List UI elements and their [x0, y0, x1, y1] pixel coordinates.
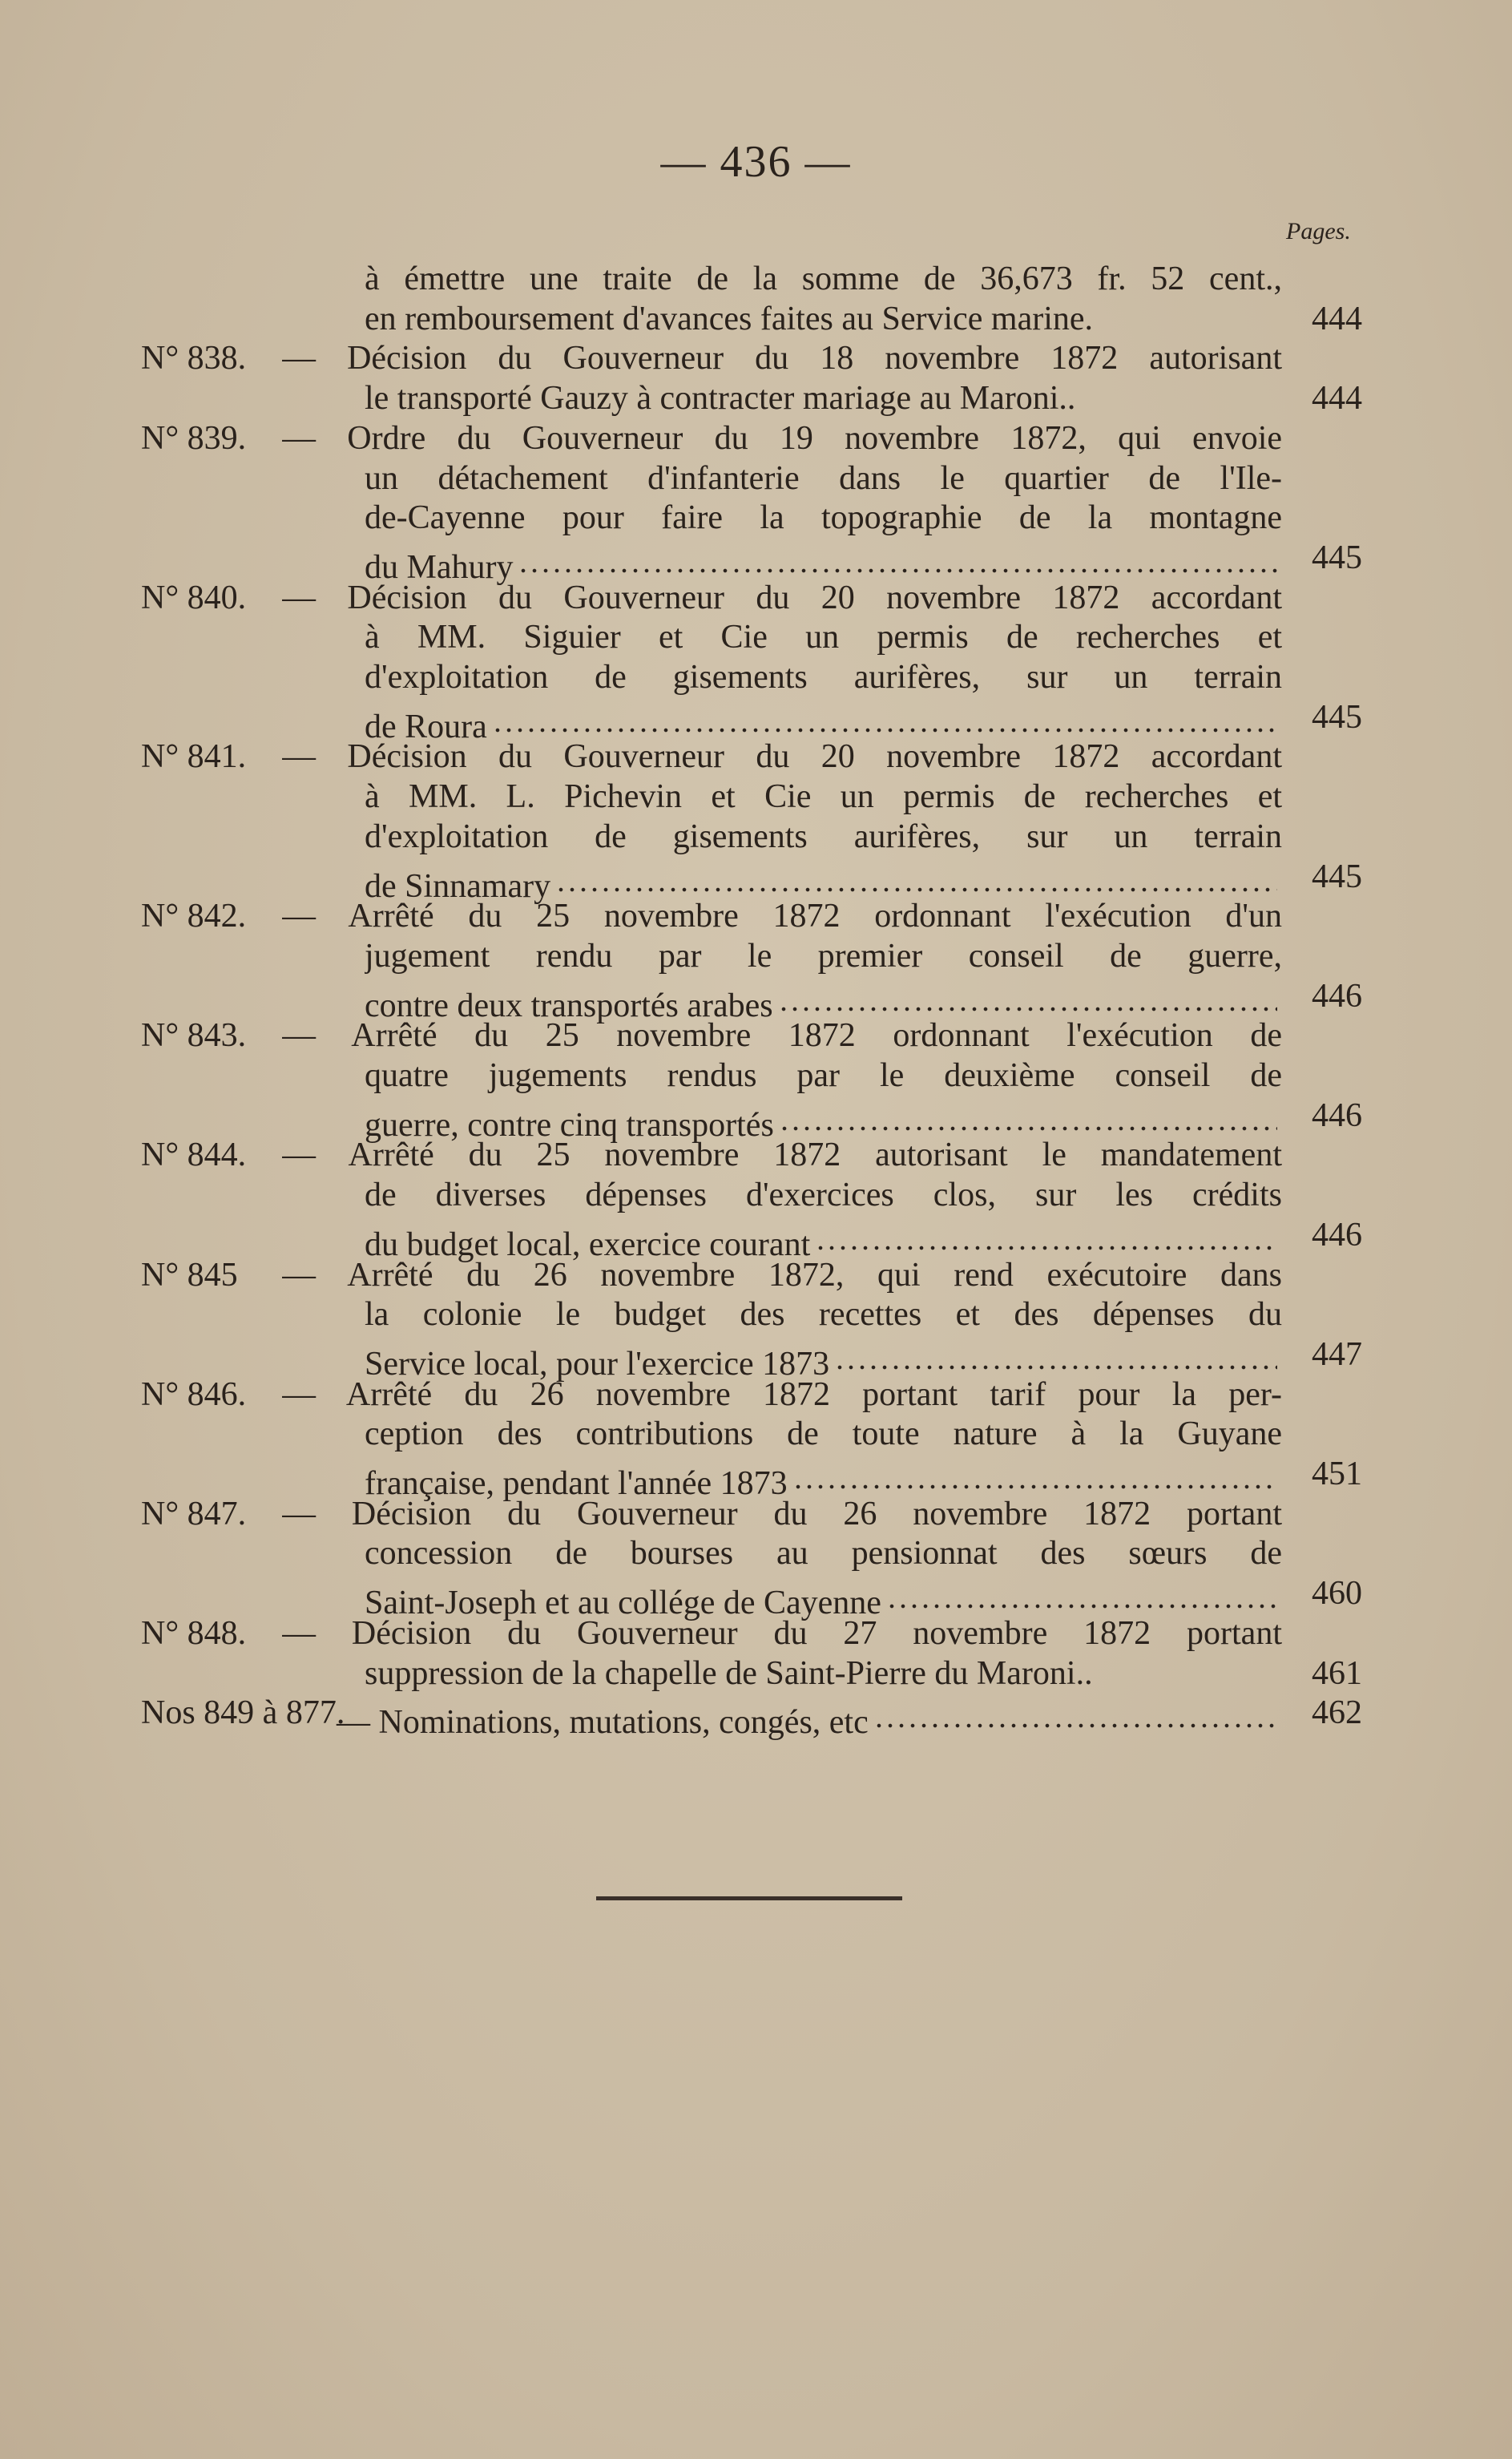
page-reference: 445 — [1312, 539, 1362, 576]
entry-text: — Arrêté du 25 novembre 1872 autorisant le mandatement — [282, 1137, 1282, 1174]
entry-text: quatre jugements rendus par le deuxième conseil de — [365, 1057, 1282, 1094]
page-reference: 444 — [1312, 380, 1362, 418]
dot-leaders — [555, 857, 1277, 897]
page-number: — 436 — — [660, 137, 852, 187]
page-reference: 447 — [1312, 1335, 1362, 1373]
entry-text: Service local, pour l'exercice 1873 — [365, 1345, 830, 1383]
page-reference: 451 — [1312, 1456, 1362, 1492]
dot-leaders — [778, 976, 1277, 1016]
entry-text: concession de bourses au pensionnat des sœurs de — [365, 1535, 1282, 1573]
entry-text: — Arrêté du 26 novembre 1872 portant tarif pour la per- — [282, 1375, 1282, 1413]
entry-number: Nos 849 à 877. — [141, 1694, 345, 1732]
entry-text: de Roura — [365, 708, 487, 745]
page-reference: 462 — [1312, 1694, 1362, 1732]
entry-text: — Ordre du Gouverneur du 19 novembre 1872, qui envoie — [282, 419, 1282, 457]
entry-text: un détachement d'infanterie dans le quartier de l'Ile- — [365, 459, 1282, 497]
dot-leaders — [792, 1454, 1277, 1494]
dot-leaders — [815, 1215, 1277, 1255]
page-reference: 445 — [1312, 698, 1362, 736]
dot-leaders — [492, 697, 1277, 737]
dot-leaders — [834, 1334, 1277, 1375]
entry-text: française, pendant l'année 1873 — [365, 1465, 788, 1502]
entry-text: — Nominations, mutations, congés, etc — [337, 1704, 869, 1742]
entry-text: à MM. Siguier et Cie un permis de recherches et — [365, 619, 1282, 656]
entry-text: ception des contributions de toute nature à la Guyane — [365, 1415, 1282, 1453]
entry-text: d'exploitation de gisements aurifères, sur un terrain — [365, 818, 1282, 855]
entry-text: — Arrêté du 25 novembre 1872 ordonnant l'exécution d'un — [282, 898, 1282, 935]
entry-text: jugement rendu par le premier conseil de guerre, — [365, 937, 1282, 975]
entry-text: d'exploitation de gisements aurifères, sur un terrain — [365, 659, 1282, 696]
entry-text: de-Cayenne pour faire la topographie de la montagne — [365, 499, 1282, 537]
dot-leaders — [779, 1096, 1277, 1136]
entry-text: — Décision du Gouverneur du 26 novembre 1872 portant — [282, 1495, 1282, 1532]
entry-number: N° 844. — [141, 1137, 247, 1174]
page-reference: 446 — [1312, 1216, 1362, 1254]
end-rule-divider — [596, 1896, 902, 1900]
entry-number: N° 839. — [141, 419, 247, 457]
entry-number: N° 847. — [141, 1495, 247, 1532]
page-reference: 444 — [1312, 300, 1362, 337]
entry-text: suppression de la chapelle de Saint-Pierre du Maroni.. — [365, 1654, 1093, 1692]
page-reference: 446 — [1312, 977, 1362, 1015]
entry-number: N° 841. — [141, 738, 247, 776]
entry-text: — Décision du Gouverneur du 18 novembre 1872 autorisant — [282, 340, 1282, 378]
entry-text: de Sinnamary — [365, 867, 551, 905]
entry-text: — Arrêté du 25 novembre 1872 ordonnant l'exécution de — [282, 1017, 1282, 1055]
dot-leaders — [886, 1573, 1277, 1613]
page-reference: 446 — [1312, 1096, 1362, 1134]
page-reference: 461 — [1312, 1654, 1362, 1692]
entry-text: — Décision du Gouverneur du 20 novembre 1872 accordant — [282, 738, 1282, 776]
entry-text: le transporté Gauzy à contracter mariage au Maroni.. — [365, 380, 1076, 418]
entry-text: du Mahury — [365, 548, 514, 586]
entry-text: du budget local, exercice courant — [365, 1225, 811, 1263]
entry-text: en remboursement d'avances faites au Service marine. — [365, 300, 1094, 337]
entry-number: N° 845 — [141, 1256, 238, 1294]
entry-number: N° 840. — [141, 579, 247, 616]
entry-text: à émettre une traite de la somme de 36,673 fr. 52 cent., — [365, 260, 1282, 297]
dot-leaders — [518, 538, 1277, 578]
entry-number: N° 848. — [141, 1614, 247, 1652]
entry-number: N° 838. — [141, 340, 247, 378]
entry-number: N° 843. — [141, 1017, 247, 1055]
page-reference: 445 — [1312, 858, 1362, 895]
pages-column-label: Pages. — [1286, 218, 1351, 244]
page-reference: 460 — [1312, 1575, 1362, 1613]
entry-text: de diverses dépenses d'exercices clos, sur les crédits — [365, 1177, 1282, 1214]
entry-text: — Arrêté du 26 novembre 1872, qui rend exécutoire dans — [282, 1256, 1282, 1294]
entry-number: N° 842. — [141, 898, 247, 935]
entry-text: — Décision du Gouverneur du 20 novembre 1872 accordant — [282, 579, 1282, 616]
dot-leaders — [873, 1693, 1277, 1733]
entry-number: N° 846. — [141, 1375, 247, 1413]
entry-text: — Décision du Gouverneur du 27 novembre 1872 portant — [282, 1614, 1282, 1652]
entry-text: à MM. L. Pichevin et Cie un permis de recherches et — [365, 778, 1282, 816]
entry-text: contre deux transportés arabes — [365, 987, 773, 1024]
entry-text: la colonie le budget des recettes et des dépenses du — [365, 1296, 1282, 1334]
entry-text: guerre, contre cinq transportés — [365, 1106, 774, 1144]
entry-text: Saint-Joseph et au collége de Cayenne — [365, 1585, 881, 1622]
